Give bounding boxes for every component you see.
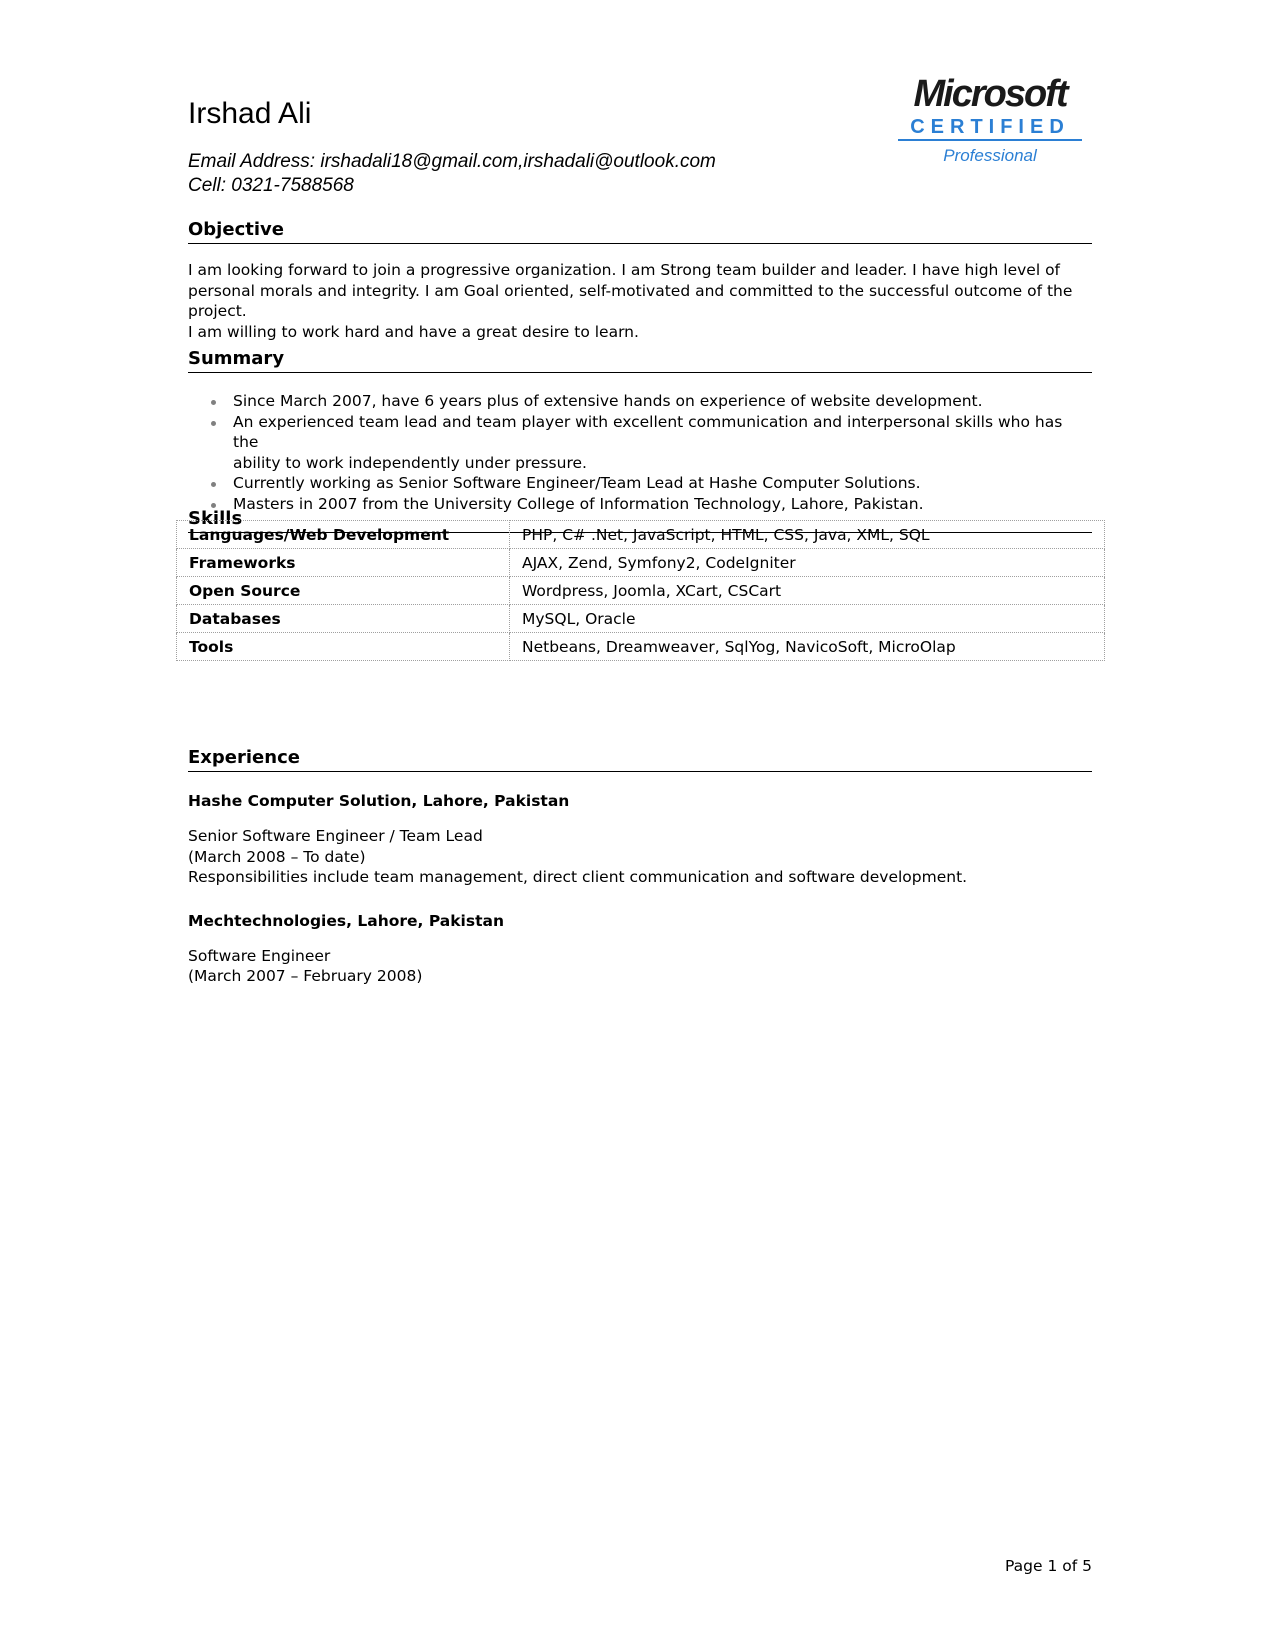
experience-title: Experience (188, 747, 1092, 772)
objective-line: personal morals and integrity. I am Goal oriented, self-motivated and committed to the successful outcome of the project. (188, 281, 1073, 320)
cell-line: Cell: 0321-7588568 (188, 175, 354, 196)
summary-section (188, 348, 1092, 514)
job-entry (188, 911, 1092, 987)
summary-item-text: An experienced team lead and team player with excellent communication and interpersonal skills who has the (233, 412, 1063, 451)
resume-content (188, 96, 1092, 985)
candidate-name: Irshad Ali (188, 97, 312, 130)
skill-value: MySQL, Oracle (510, 605, 1105, 633)
experience-section (188, 747, 1092, 987)
objective-text (188, 260, 1092, 342)
skill-name: Databases (177, 605, 510, 633)
objective-section (188, 219, 1092, 342)
objective-line: I am willing to work hard and have a great desire to learn. (188, 322, 639, 341)
summary-item-text: Currently working as Senior Software Engineer/Team Lead at Hashe Computer Solutions. (233, 474, 921, 492)
email-line: Email Address: irshadali18@gmail.com,irshadali@outlook.com (188, 151, 716, 172)
logo-level: Professional (943, 146, 1037, 165)
skills-table (176, 520, 1105, 661)
summary-item-text: ability to work independently under pressure. (233, 453, 587, 472)
summary-item-text: Masters in 2007 from the University College of Information Technology, Lahore, Pakistan. (233, 494, 924, 513)
skill-name: Languages/Web Development (177, 521, 510, 549)
skill-value: Wordpress, Joomla, XCart, CSCart (510, 577, 1105, 605)
objective-title: Objective (188, 219, 1092, 244)
job-entry (188, 791, 1092, 888)
page-number: Page 1 of 5 (1005, 1557, 1092, 1575)
skill-value: Netbeans, Dreamweaver, SqlYog, NavicoSoft, MicroOlap (510, 633, 1105, 661)
logo-brand: Microsoft (913, 78, 1067, 115)
table-row (177, 549, 1105, 577)
skill-name: Tools (177, 633, 510, 661)
skill-name: Frameworks (177, 549, 510, 577)
summary-item (233, 412, 1092, 474)
summary-item (233, 473, 1092, 494)
summary-list (188, 391, 1092, 514)
contact-info (188, 150, 1092, 198)
job-company: Hashe Computer Solution, Lahore, Pakistan (188, 792, 570, 810)
table-row (177, 633, 1105, 661)
job-role: Senior Software Engineer / Team Lead (188, 827, 483, 845)
logo-certified: CERTIFIED (910, 116, 1070, 138)
job-dates: (March 2007 – February 2008) (188, 967, 423, 985)
summary-item-text: Since March 2007, have 6 years plus of extensive hands on experience of website development. (233, 392, 983, 410)
skill-name: Open Source (177, 577, 510, 605)
summary-item (233, 391, 1092, 412)
skills-title: Skills (188, 508, 1092, 533)
objective-line: I am looking forward to join a progressive organization. I am Strong team builder and leader. I have high level of (188, 261, 1061, 279)
skill-value: PHP, C# .Net, JavaScript, HTML, CSS, Java, XML, SQL (510, 521, 1105, 549)
job-role: Software Engineer (188, 946, 331, 965)
job-description: Responsibilities include team management, direct client communication and software development. (188, 868, 968, 886)
table-row (177, 577, 1105, 605)
table-row (177, 605, 1105, 633)
job-company: Mechtechnologies, Lahore, Pakistan (188, 911, 504, 930)
summary-title: Summary (188, 348, 1092, 373)
job-dates: (March 2008 – To date) (188, 847, 366, 866)
skill-value: AJAX, Zend, Symfony2, CodeIgniter (510, 549, 1105, 577)
table-row (177, 521, 1105, 549)
